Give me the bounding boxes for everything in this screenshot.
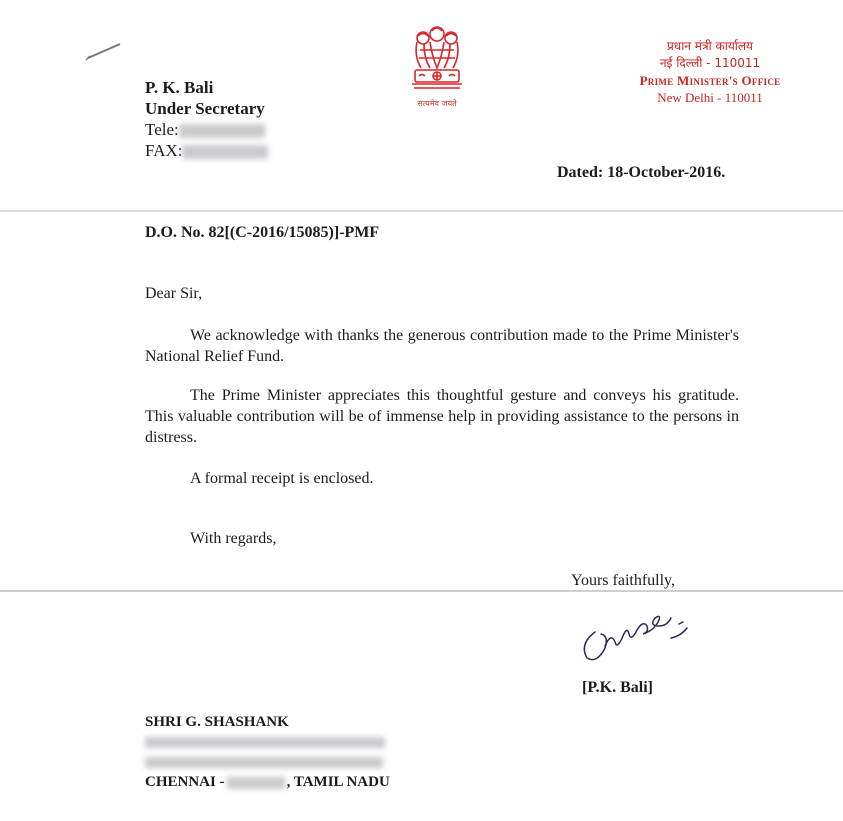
redacted-telephone (179, 124, 265, 138)
staple-mark (84, 38, 124, 62)
office-hindi-name: प्रधान मंत्री कार्यालय (666, 39, 753, 53)
closing-regards: With regards, (190, 530, 277, 547)
redacted-pincode (227, 777, 285, 789)
reference-number: D.O. No. 82[(C-2016/15085)]-PMF (145, 224, 380, 241)
handwritten-signature (575, 610, 705, 665)
body-paragraph: A formal receipt is enclosed. (190, 470, 374, 487)
page-fold-line (0, 590, 843, 592)
signatory-name: [P.K. Bali] (582, 679, 653, 696)
salutation: Dear Sir, (145, 285, 203, 302)
emblem-motto: सत्यमेव जयते (417, 99, 457, 108)
body-paragraph: The Prime Minister appreciates this thoughtful gesture and conveys his gratitude. This valuable contribution will be of immense help in providing assistance to the persons in distress. (145, 387, 739, 446)
letter-date: Dated: 18-October-2016. (557, 164, 726, 181)
sender-designation: Under Secretary (145, 99, 265, 118)
sender-telephone (145, 119, 268, 140)
redacted-address-line (145, 757, 383, 768)
page-fold-line (0, 210, 843, 212)
sender-block (145, 77, 268, 161)
redacted-address-line (145, 737, 385, 748)
office-english-city: New Delhi - 110011 (657, 90, 763, 105)
complimentary-close: Yours faithfully, (571, 572, 676, 589)
recipient-name: SHRI G. SHASHANK (145, 714, 289, 730)
recipient-address (145, 712, 390, 792)
fax-label: FAX: (145, 141, 183, 160)
recipient-city: CHENNAI - (145, 774, 225, 790)
office-header (620, 38, 800, 106)
national-emblem (404, 22, 470, 109)
redacted-fax (182, 145, 268, 159)
recipient-city-line: CHENNAI - , TAMIL NADU (145, 774, 390, 790)
office-hindi-city: नई दिल्ली - 110011 (659, 56, 761, 70)
office-english-name: Prime Minister's Office (639, 73, 781, 88)
recipient-state: TAMIL NADU (293, 774, 390, 790)
body-paragraph: We acknowledge with thanks the generous contribution made to the Prime Minister's National Relief Fund. (145, 327, 739, 365)
telephone-label: Tele: (145, 120, 179, 139)
sender-name: P. K. Bali (145, 78, 214, 97)
sender-fax (145, 140, 268, 161)
